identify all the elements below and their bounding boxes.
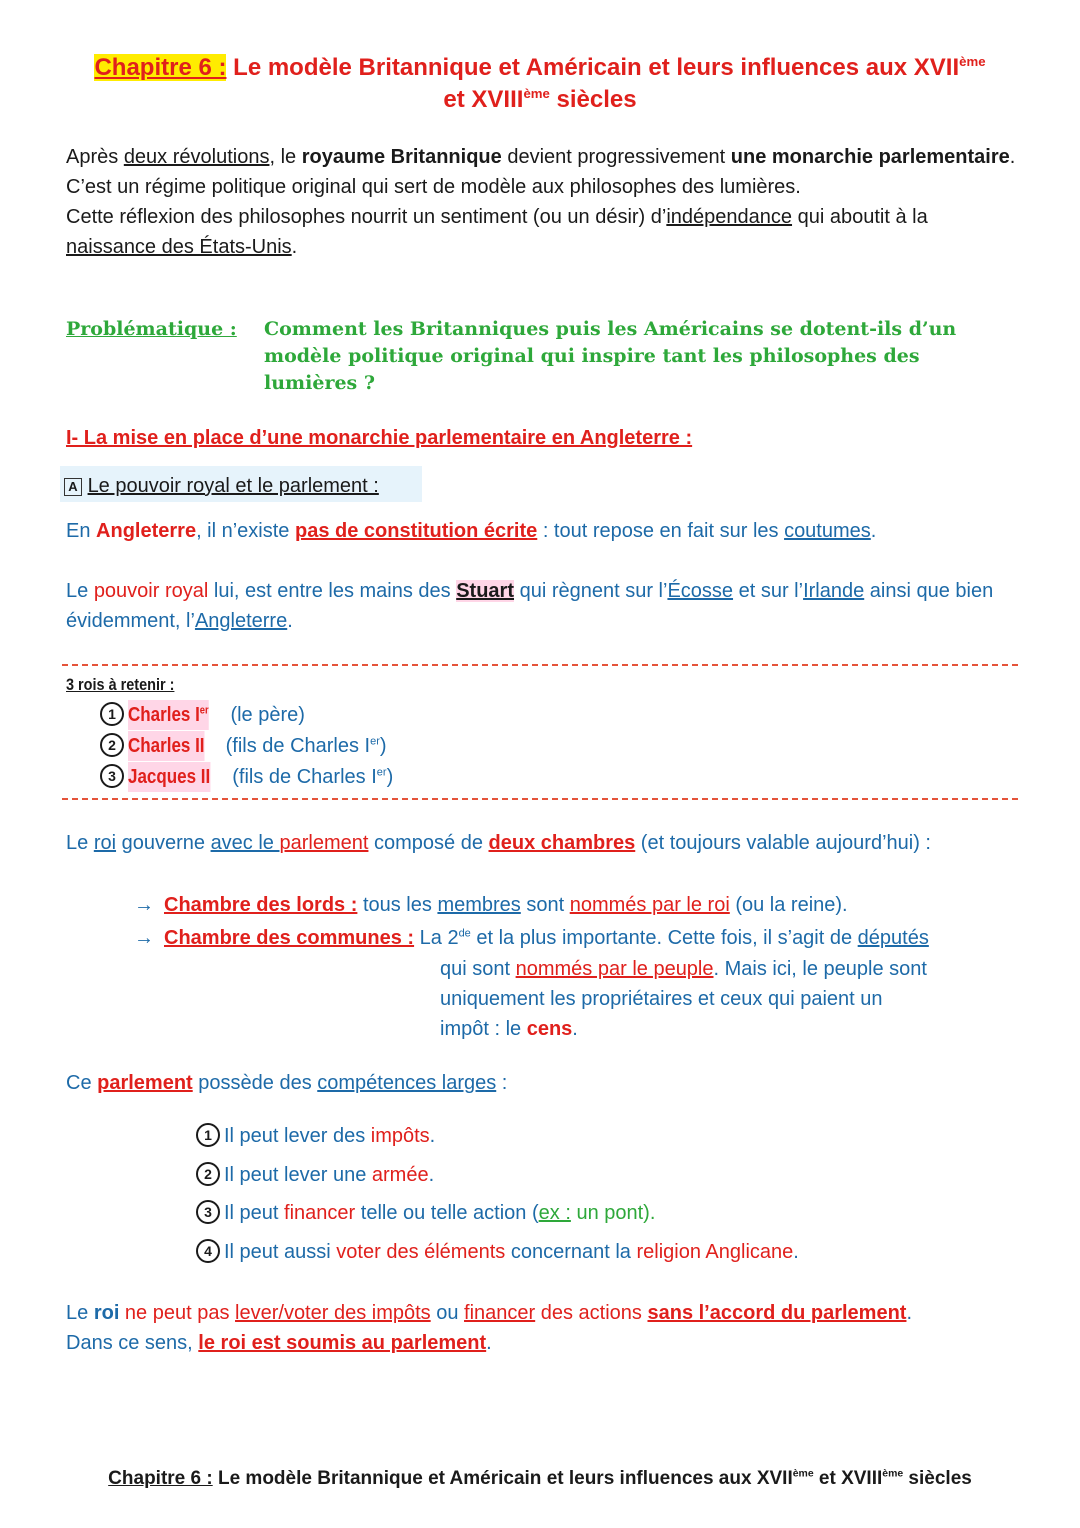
- text: pouvoir royal: [93, 580, 209, 602]
- text: . Mais ici, le peuple sont: [713, 958, 927, 980]
- text: le roi est soumis au parlement: [198, 1332, 487, 1354]
- text: financer: [464, 1302, 536, 1324]
- text: (le père): [224, 704, 305, 726]
- text: . C’est un régime politique original qui sert de modèle aux philosophes des lumières.: [66, 146, 1016, 198]
- text: Ce: [66, 1072, 98, 1094]
- text: naissance des États-Unis: [66, 236, 292, 258]
- text: religion Anglicane: [636, 1241, 794, 1263]
- intro-p2: [66, 202, 1016, 262]
- text: ou: [430, 1302, 465, 1324]
- title-line2-text: et XVIII: [443, 86, 524, 113]
- text: ainsi que bien évidemment, l’: [66, 580, 994, 632]
- text: .: [572, 1018, 578, 1040]
- text: et la plus importante. Cette fois, il s’agit de: [470, 927, 858, 949]
- line: [66, 1298, 1026, 1328]
- text: sans l’accord du parlement: [647, 1302, 907, 1324]
- text: impôts: [370, 1125, 430, 1147]
- circled-number: 1: [100, 702, 124, 726]
- text: pas de constitution écrite: [295, 520, 538, 542]
- text: sont: [520, 894, 570, 916]
- text: composé de: [368, 832, 489, 854]
- chambre-communes: [134, 923, 929, 953]
- chapter-title: [40, 52, 1040, 116]
- rois-heading: 3 rois à retenir :: [66, 675, 175, 694]
- text: Le: [66, 1302, 94, 1324]
- paragraph-constitution: [66, 516, 1026, 546]
- text: Angleterre: [194, 610, 288, 632]
- letter-box-icon: A: [64, 478, 82, 496]
- roi-item: [100, 731, 387, 761]
- text: .: [287, 610, 293, 632]
- text: Écosse: [667, 580, 734, 602]
- circled-number: 2: [196, 1162, 220, 1186]
- paragraph-stuart: [66, 576, 1026, 636]
- text: Il peut lever une: [224, 1164, 372, 1186]
- title-line2: [40, 84, 1040, 116]
- text: royaume Britannique: [301, 146, 502, 168]
- text: avec le: [210, 832, 280, 854]
- text: Le modèle Britannique et Américain et leurs influences aux XVII: [212, 1468, 793, 1489]
- text: de: [458, 927, 471, 940]
- text: des actions: [535, 1302, 648, 1324]
- text: Dans ce sens,: [66, 1332, 199, 1354]
- competence-item: [196, 1198, 655, 1228]
- chapter-number: Chapitre 6 :: [94, 54, 227, 81]
- paragraph-parlement: [66, 828, 1026, 858]
- text: Stuart: [456, 580, 515, 602]
- text: membres: [437, 894, 521, 916]
- text: Chambre des communes :: [164, 927, 415, 949]
- page-footer: [40, 1468, 1040, 1490]
- text: (fils de Charles I: [226, 766, 377, 788]
- text: ème: [882, 1468, 904, 1480]
- chambre-communes-line3: uniquement les propriétaires et ceux qui paient un: [440, 988, 883, 1010]
- text: nommés par le roi: [569, 894, 730, 916]
- text: tous les: [357, 894, 438, 916]
- text: lever/voter des impôts: [235, 1302, 431, 1324]
- competence-item: [196, 1160, 434, 1190]
- text: er: [199, 704, 209, 717]
- text: voter des éléments: [336, 1241, 506, 1263]
- king-name: [128, 700, 209, 730]
- text: telle ou telle action (: [355, 1202, 539, 1224]
- text: armée: [371, 1164, 429, 1186]
- text: Après: [66, 146, 124, 168]
- text: (fils de Charles I: [220, 735, 371, 757]
- text: , il n’existe: [196, 520, 295, 542]
- arrow-icon: →: [134, 927, 154, 949]
- text: ne peut pas: [119, 1302, 236, 1324]
- text: parlement: [97, 1072, 193, 1094]
- chambre-communes-line2: [440, 954, 927, 984]
- subsection-heading: [60, 466, 422, 502]
- text: er: [370, 735, 380, 748]
- arrow-icon: →: [134, 894, 154, 916]
- text: .: [870, 520, 877, 542]
- text: possède des: [192, 1072, 318, 1094]
- roi-item: [100, 700, 305, 730]
- title-line1: Le modèle Britannique et Américain et leurs influences aux XVII: [226, 54, 960, 81]
- text: députés: [857, 927, 929, 949]
- intro-paragraph: [66, 142, 1016, 262]
- king-name: Jacques II: [128, 762, 210, 792]
- text: parlement: [279, 832, 369, 854]
- text: compétences larges: [317, 1072, 497, 1094]
- text: Cette réflexion des philosophes nourrit un sentiment (ou un désir) d’: [66, 206, 667, 228]
- text: et sur l’: [733, 580, 804, 602]
- king-name: Charles II: [128, 731, 205, 761]
- text: financer: [284, 1202, 356, 1224]
- text: ): [386, 766, 394, 788]
- intro-p1: [66, 142, 1016, 202]
- text: impôt : le: [440, 1018, 527, 1040]
- title-sup1: ème: [959, 54, 986, 69]
- title-sup2: ème: [523, 86, 550, 101]
- text: .: [486, 1332, 492, 1354]
- text: .: [793, 1241, 799, 1263]
- text: .: [428, 1164, 435, 1186]
- title-line2-end: siècles: [549, 86, 637, 113]
- text: deux chambres: [488, 832, 636, 854]
- circled-number: 1: [196, 1123, 220, 1147]
- text: cens: [526, 1018, 573, 1040]
- circled-number: 4: [196, 1239, 220, 1263]
- text: et XVIII: [813, 1468, 883, 1489]
- chambre-lords: [134, 890, 848, 920]
- problematique-text: Comment les Britanniques puis les Américains se dotent-ils d’un modèle politique original qui inspire tant les philosophes des lumières ?: [264, 318, 957, 394]
- divider: [62, 798, 1018, 800]
- text: .: [291, 236, 298, 258]
- divider: [62, 664, 1018, 666]
- text: roi: [93, 832, 117, 854]
- text: , le: [269, 146, 302, 168]
- text: er: [376, 766, 387, 779]
- text: qui sont: [440, 958, 516, 980]
- text: Il peut: [224, 1202, 285, 1224]
- text: Il peut aussi: [224, 1241, 337, 1263]
- circled-number: 3: [196, 1200, 220, 1224]
- section-heading: I- La mise en place d’une monarchie parlementaire en Angleterre :: [66, 427, 693, 449]
- text: Angleterre: [96, 520, 197, 542]
- circled-number: 2: [100, 733, 124, 757]
- problematique: [66, 316, 1026, 394]
- text: Le: [66, 580, 94, 602]
- subsection-label: Le pouvoir royal et le parlement :: [87, 475, 379, 497]
- text: gouverne: [116, 832, 211, 854]
- text: coutumes: [784, 520, 871, 542]
- paragraph-competences: [66, 1068, 1026, 1098]
- line: [66, 1328, 1026, 1358]
- chambre-communes-line4: [440, 1014, 578, 1044]
- text: ème: [792, 1468, 814, 1480]
- text: En: [66, 520, 97, 542]
- text: .: [906, 1302, 913, 1324]
- text: La 2: [414, 927, 459, 949]
- text: deux révolutions: [123, 146, 270, 168]
- text: lui, est entre les mains des: [208, 580, 457, 602]
- text: qui aboutit à la: [792, 206, 928, 228]
- text: Irlande: [803, 580, 865, 602]
- text: Chambre des lords :: [164, 894, 358, 916]
- text: Le: [66, 832, 94, 854]
- text: devient progressivement: [501, 146, 731, 168]
- text: ex :: [538, 1202, 571, 1224]
- paragraph-roi-soumis: [66, 1298, 1026, 1358]
- competence-item: [196, 1237, 799, 1267]
- circled-number: 3: [100, 764, 124, 788]
- text: (ou la reine).: [729, 894, 848, 916]
- text: roi: [93, 1302, 120, 1324]
- text: nommés par le peuple: [515, 958, 714, 980]
- text: concernant la: [505, 1241, 637, 1263]
- text: une monarchie parlementaire: [730, 146, 1010, 168]
- problematique-label: Problématique :: [66, 318, 237, 340]
- text: indépendance: [666, 206, 793, 228]
- text: :: [496, 1072, 508, 1094]
- text: qui règnent sur l’: [514, 580, 668, 602]
- text: (et toujours valable aujourd’hui) :: [635, 832, 931, 854]
- text: Chapitre 6 :: [108, 1468, 213, 1489]
- text: Charles I: [128, 704, 200, 726]
- text: siècles: [903, 1468, 972, 1489]
- competence-item: [196, 1121, 435, 1151]
- text: ): [379, 735, 387, 757]
- text: .: [429, 1125, 436, 1147]
- text: un pont).: [570, 1202, 656, 1224]
- roi-item: [100, 762, 393, 792]
- text: : tout repose en fait sur les: [537, 520, 785, 542]
- text: Il peut lever des: [224, 1125, 371, 1147]
